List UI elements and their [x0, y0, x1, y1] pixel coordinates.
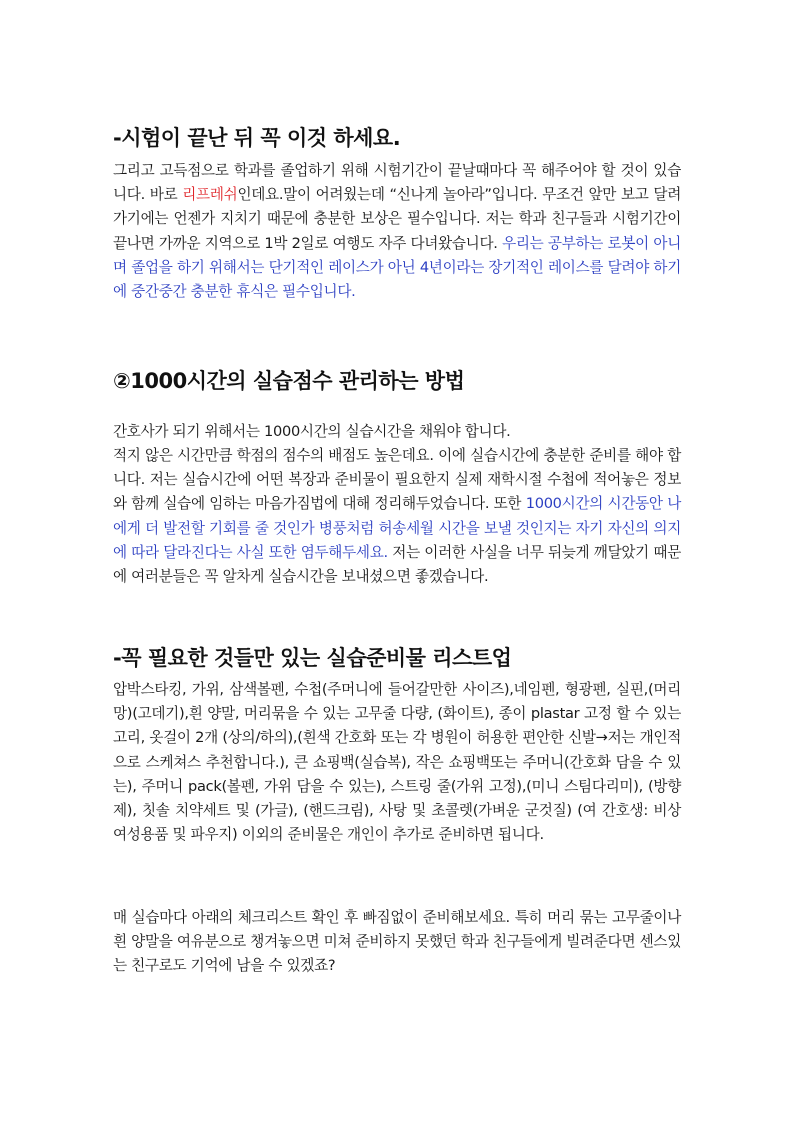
paragraph-manage-intro: 간호사가 되기 위해서는 1000시간의 실습시간을 채워야 합니다.	[113, 423, 511, 440]
paragraph-exam	[113, 159, 681, 304]
highlight-red: 리프레쉬	[182, 186, 238, 204]
section-title-manage: ②1000시간의 실습점수 관리하는 방법	[113, 369, 465, 393]
text-run: 그리고 고득점으로 학과를 졸업하기 위해 시험기간이 끝날때마다 꼭 해주어야 할 것이 있습니다. 바로	[113, 162, 681, 204]
text-run: 저는 이러한 사실을 너무 뒤늦게 깨달았기 때문에 여러분들은 꼭 알차게 실습시간을 보내셨으면 좋겠습니다.	[113, 543, 681, 586]
section-title-exam: -시험이 끝난 뒤 꼭 이것 하세요.	[113, 126, 401, 150]
paragraph-manage	[113, 444, 681, 589]
section-title-list: -꼭 필요한 것들만 있는 실습준비물 리스트업	[113, 646, 512, 670]
highlight-blue: 1000시간의 시간동안 나에게 더 발전할 기회를 줄 것인가 병풍처럼 허송세월 시간을 보낼 것인지는 자기 자신의 의지에 따라 달라진다는 사실 또한 염두해두세요.	[113, 495, 681, 561]
paragraph-checklist: 매 실습마다 아래의 체크리스트 확인 후 빠짐없이 준비해보세요. 특히 머리 묶는 고무줄이나 흰 양말을 여유분으로 챙겨놓으면 미쳐 준비하지 못했던 학과 친구들에게 빌려준다면 센스있는 친구로도 기억에 남을 수 있겠죠?	[113, 909, 681, 975]
paragraph-supply-list: 압박스타킹, 가위, 삼색볼펜, 수첩(주머니에 들어갈만한 사이즈),네임펜, 형광펜, 실핀,(머리망)(고데기),흰 양말, 머리묶을 수 있는 고무줄 다량, (화이트), 종이 plastar 고정 할 수 있는 고리, 옷걸이 2개 (상의/하의),(흰색 간호화 또는 각 병원이 허용한 편안한 신발→저는 개인적으로 스케쳐스 추천합니다.), 큰 쇼핑백(실습복), 작은 쇼핑백또는 주머니(간호화 담을 수 있는), 주머니 pack(볼펜, 가위 담을 수 있는), 스트링 줄(가위 고정),(미니 스팀다리미), (방향제), 칫솔 치약세트 및 (가글), (핸드크림), 사탕 및 초콜렛(가벼운 군것질) (여 간호생: 비상 여성용품 및 파우지) 이외의 준비물은 개인이 추가로 준비하면 됩니다.	[113, 681, 681, 844]
highlight-blue: 우리는 공부하는 로봇이 아니며 졸업을 하기 위해서는 단기적인 레이스가 아닌 4년이라는 장기적인 레이스를 달려야 하기에 중간중간 충분한 휴식은 필수입니다.	[113, 234, 681, 301]
text-run: 적지 않은 시간만큼 학점의 점수의 배점도 높은데요. 이에 실습시간에 충분한 준비를 해야 합니다. 저는 실습시간에 어떤 복장과 준비물이 필요한지 실제 재학시절 수첩에 적어놓은 정보와 함께 실습에 임하는 마음가짐법에 대해 정리해두었습니다. 또한	[113, 447, 681, 513]
text-run: 인데요.말이 어려웠는데 “신나게 놀아라”입니다. 무조건 앞만 보고 달려가기에는 언젠가 지치기 때문에 충분한 보상은 필수입니다. 저는 학과 친구들과 시험기간이 끝나면 가까운 지역으로 1박 2일로 여행도 자주 다녀왔습니다.	[113, 186, 681, 252]
